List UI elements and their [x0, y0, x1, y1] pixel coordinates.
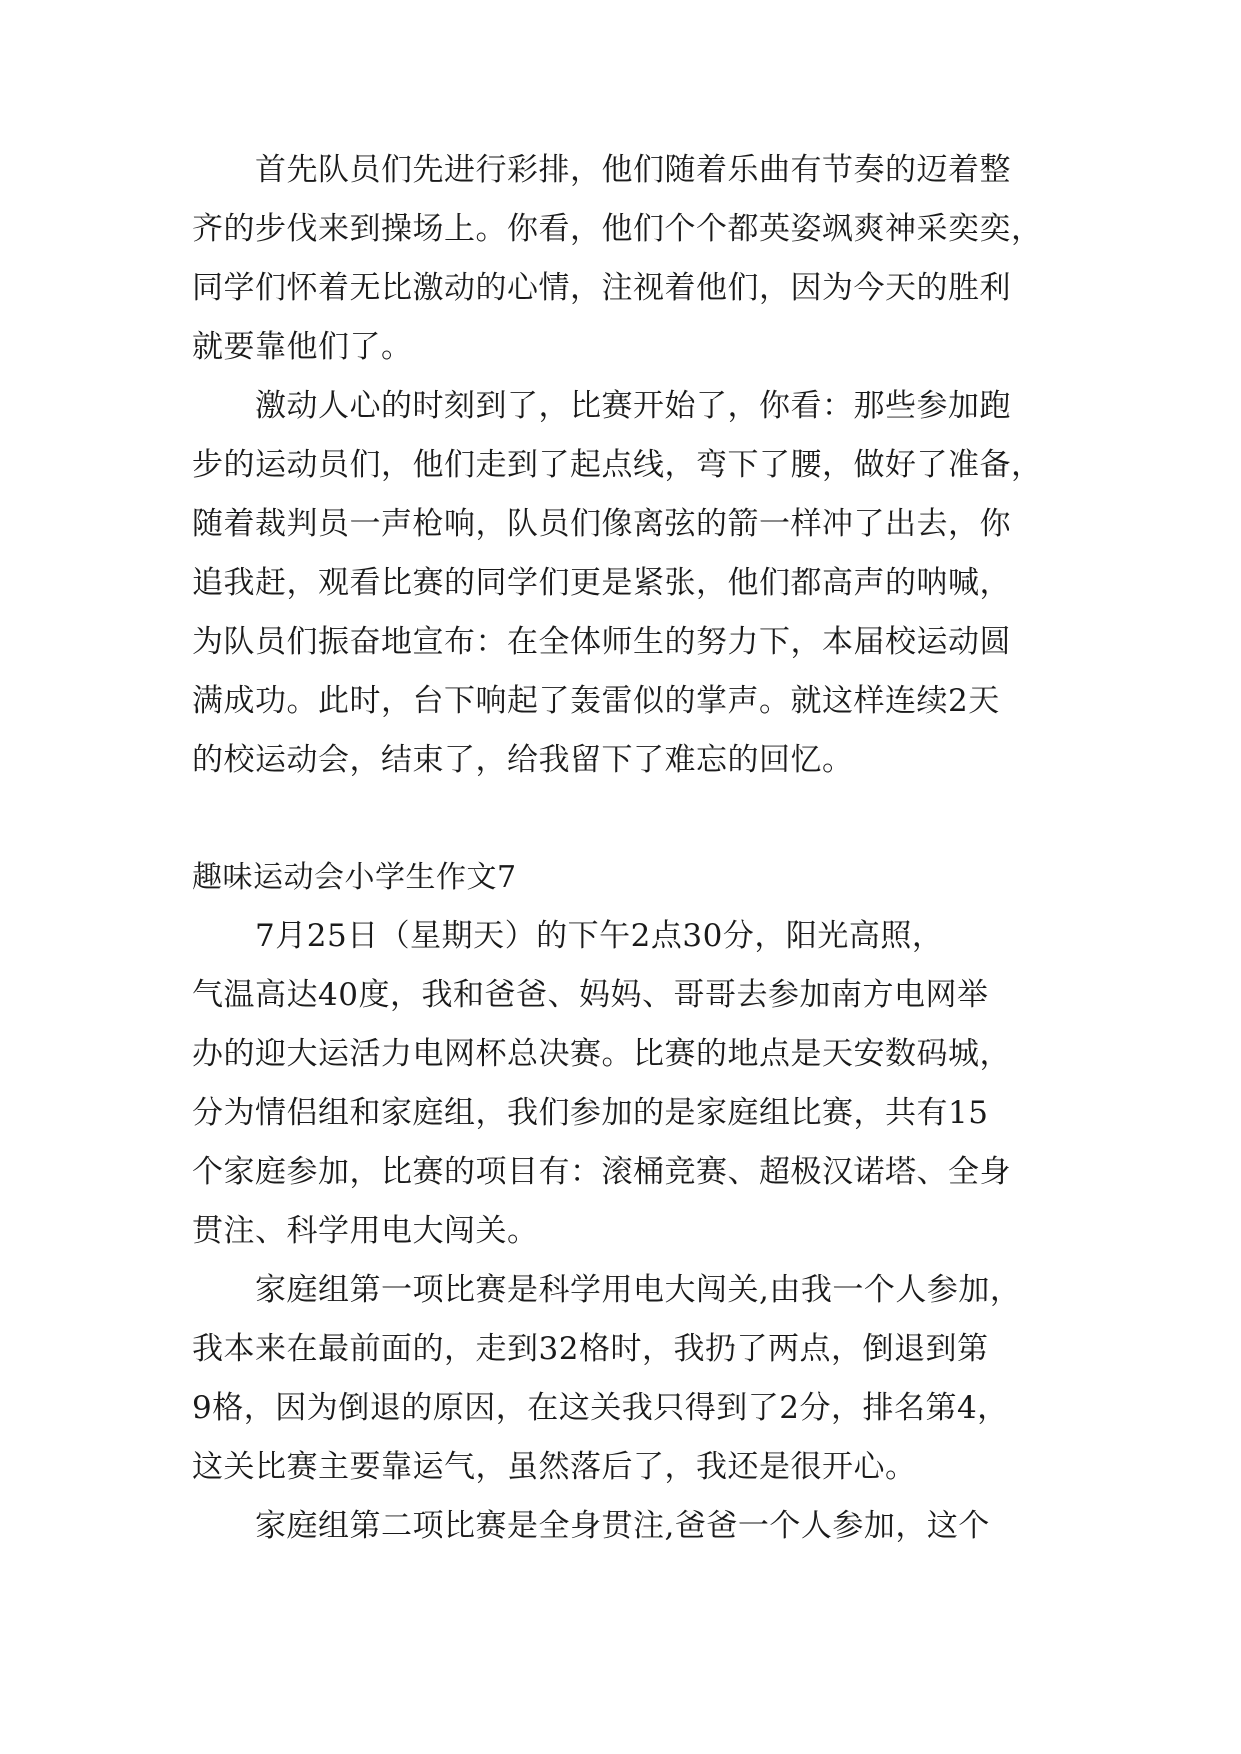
text-line: 个家庭参加，比赛的项目有：滚桶竞赛、超极汉诺塔、全身 [192, 1154, 1011, 1190]
text-line: 9格，因为倒退的原因，在这关我只得到了2分，排名第4， [192, 1390, 1009, 1426]
text-line: 追我赶，观看比赛的同学们更是紧张，他们都高声的呐喊， [192, 565, 1011, 601]
text-line: 家庭组第二项比赛是全身贯注,爸爸一个人参加，这个 [255, 1508, 990, 1544]
text-line: 分为情侣组和家庭组，我们参加的是家庭组比赛，共有15 [192, 1095, 989, 1131]
text-line: 步的运动员们，他们走到了起点线，弯下了腰，做好了准备， [192, 447, 1043, 483]
text-line: 同学们怀着无比激动的心情，注视着他们，因为今天的胜利 [192, 270, 1011, 306]
text-line: 齐的步伐来到操场上。你看，他们个个都英姿飒爽神采奕奕， [192, 211, 1043, 247]
text-line: 激动人心的时刻到了，比赛开始了，你看：那些参加跑 [255, 388, 1011, 424]
text-line: 办的迎大运活力电网杯总决赛。比赛的地点是天安数码城， [192, 1036, 1011, 1072]
text-line: 随着裁判员一声枪响，队员们像离弦的箭一样冲了出去，你 [192, 506, 1011, 542]
text-line: 满成功。此时，台下响起了轰雷似的掌声。就这样连续2天 [192, 683, 1000, 719]
text-line: 我本来在最前面的，走到32格时，我扔了两点，倒退到第 [192, 1331, 989, 1367]
text-line: 首先队员们先进行彩排，他们随着乐曲有节奏的迈着整 [255, 152, 1011, 188]
text-line: 为队员们振奋地宣布：在全体师生的努力下，本届校运动圆 [192, 624, 1011, 660]
text-line: 的校运动会，结束了，给我留下了难忘的回忆。 [192, 742, 854, 778]
text-line: 7月25日（星期天）的下午2点30分，阳光高照， [255, 918, 944, 954]
text-line: 这关比赛主要靠运气，虽然落后了，我还是很开心。 [192, 1449, 917, 1485]
text-line: 气温高达40度，我和爸爸、妈妈、哥哥去参加南方电网举 [192, 977, 989, 1013]
text-line: 就要靠他们了。 [192, 329, 413, 365]
text-line: 家庭组第一项比赛是科学用电大闯关,由我一个人参加， [255, 1272, 1022, 1308]
text-line: 贯注、科学用电大闯关。 [192, 1213, 539, 1249]
essay-heading: 趣味运动会小学生作文7 [192, 860, 517, 895]
